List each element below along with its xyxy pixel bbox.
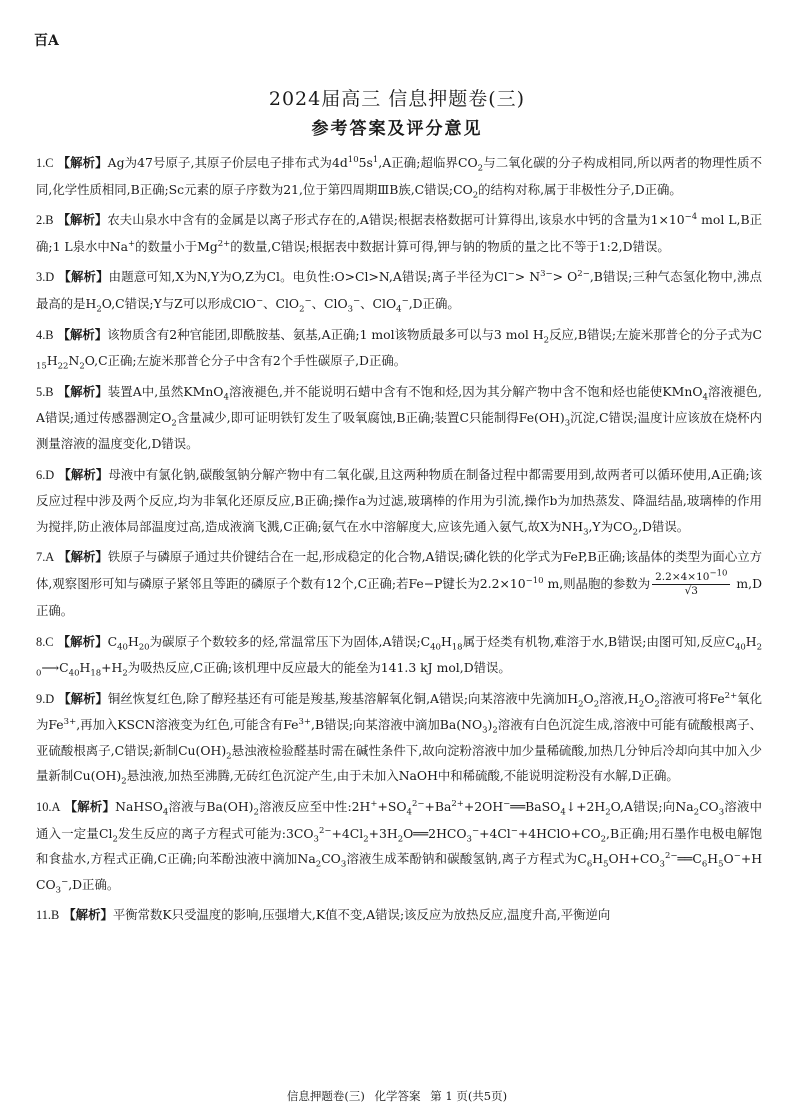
analysis-text: 农夫山泉水中含有的金属是以离子形式存在的,A错误;根据表格数据可计算得出,该泉水中钙的含量为$1\times 10^{-4}$ mol L,B正确;1 L泉水中Na+的数量小于$Mg^{2+}$的数量,C错误;根据表中数据计算可得,钾与钠的物质的量之比不等于1:2,D错误。 bbox=[36, 212, 762, 254]
corner-mark: 百A bbox=[34, 33, 59, 49]
analysis-text: NaHSO$_4$溶液与$Ba(OH)_2$溶液反应至中性$:2H^++SO_4^{2-}+Ba^{2+}+2OH^-══BaSO_4↓+2H_2O,A$错误;向$Na_2CO_3$溶液中通入一定量$Cl_2$发生反应的离子方程式可能为$:3CO_3^{2-}+4Cl_2+3H_2O══2HCO_3^-+4Cl^-+4HClO+CO_2,B$正确;用石墨作电极电解饱和食盐水,方程式正确,C正确;向苯酚浊液中滴加$Na_2CO_3$溶液生成苯酚钠和碳酸氢钠,离子方程式为$C_6H_5OH+CO_3^{2-}══C_6H_5O^-+HCO_3^-,D$正确。 bbox=[36, 798, 762, 896]
question-number: 11. bbox=[36, 908, 52, 923]
answer-choice: A bbox=[45, 550, 55, 565]
analysis-text: 由题意可知,X为N,Y为O,Z为Cl。电负性:O>Cl>N,A错误;离子半径为$Cl^-> N^{3-}> O^{2-},B$错误;三种气态氢化物中,沸点最高的是$H_2O,C$错误;Y与Z可以形成ClO−、ClO$_2$−、ClO$_3$−、ClO$_4$−,D正确。 bbox=[36, 269, 762, 315]
page-subtitle: 参考答案及评分意见 bbox=[311, 119, 483, 139]
question-number: 5. bbox=[36, 384, 46, 399]
analysis-tag: 【解析】 bbox=[63, 907, 113, 923]
analysis-text: 铜丝恢复红色,除了醇羟基还有可能是羧基,羧基溶解氧化铜,A错误;向某溶液中先滴加$H_2O_2$溶液$,H_2O_2$溶液可将$Fe^{2+}$氧化为$Fe^{3+}$,再加入KSCN溶液变为红色,可能含有$Fe^{3+},B$错误;向某溶液中滴加$Ba(NO_3)_2$溶液有白色沉淀生成,溶液中可能有硫酸根离子、亚硫酸根离子,C错误;新制$Cu(OH)_2$悬浊液检验醛基时需在碱性条件下,故向淀粉溶液中加少量稀硫酸,加热几分钟后冷却向其中加入少量新制$Cu(OH)_2$悬浊液,加热至沸腾,无砖红色沉淀产生,由于未加入NaOH中和稀硫酸,不能说明淀粉没有水解,D正确。 bbox=[36, 690, 762, 787]
question-number: 8. bbox=[36, 634, 46, 649]
analysis-tag: 【解析】 bbox=[58, 466, 109, 482]
answer-choice: A bbox=[51, 800, 61, 815]
analysis-tag: 【解析】 bbox=[57, 633, 108, 649]
question-number: 7. bbox=[36, 550, 46, 565]
answer-choice: D bbox=[45, 691, 55, 706]
answer-item bbox=[36, 902, 762, 929]
answer-item bbox=[36, 462, 762, 540]
analysis-text: 该物质含有2种官能团,即酰胺基、氨基,A正确;1 mol该物质最多可以与3 mol $H_2$反应,B错误;左旋米那普仑的分子式为$C_{15}H_{22}N_2O,C$正确;左旋米那普仑分子中含有2个手性碳原子,D正确。 bbox=[36, 326, 762, 372]
question-number: 3. bbox=[36, 270, 46, 285]
question-number: 1. bbox=[36, 156, 46, 170]
answer-item bbox=[36, 150, 762, 202]
answer-choice: B bbox=[45, 327, 54, 342]
answer-choice: B bbox=[45, 384, 54, 399]
analysis-tag: 【解析】 bbox=[57, 383, 108, 399]
answer-choice: B bbox=[51, 908, 60, 923]
answer-item bbox=[36, 264, 762, 316]
answer-choice: C bbox=[45, 634, 54, 649]
question-number: 4. bbox=[36, 327, 46, 342]
answer-choice: B bbox=[45, 213, 54, 228]
footer-paper: 信息押题卷(三) bbox=[286, 1089, 365, 1103]
page-footer bbox=[0, 1088, 794, 1104]
analysis-tag: 【解析】 bbox=[57, 212, 108, 228]
analysis-tag: 【解析】 bbox=[57, 155, 108, 170]
analysis-tag: 【解析】 bbox=[58, 269, 109, 285]
footer-subject: 化学答案 bbox=[374, 1089, 421, 1103]
analysis-text: 母液中有氯化钠,碳酸氢钠分解产物中有二氧化碳,且这两种物质在制备过程中都需要用到,故两者可以循环使用,A正确;该反应过程中涉及两个反应,均为非氧化还原反应,B正确;操作a为过滤,玻璃棒的作用为引流,操作b为加热蒸发、降温结晶,玻璃棒的作用为搅拌,防止液体局部温度过高,造成液滴飞溅,C正确;氨气在水中溶解度大,应该先通入氨气,故X为$NH_3,Y$为$CO_2,D$错误。 bbox=[36, 466, 762, 538]
analysis-tag: 【解析】 bbox=[57, 326, 108, 342]
answer-choice: D bbox=[45, 270, 55, 285]
question-number: 6. bbox=[36, 467, 46, 482]
answer-item bbox=[36, 322, 762, 374]
page-title: 2024届高三 信息押题卷(三) bbox=[268, 88, 526, 110]
analysis-tag: 【解析】 bbox=[58, 690, 108, 706]
answer-list bbox=[36, 150, 762, 1080]
question-number: 10. bbox=[36, 800, 52, 815]
analysis-text: 装置A中,虽然KMnO$_4$溶液褪色,并不能说明石蜡中含有不饱和烃,因为其分解产物中含不饱和烃也能使KMnO$_4$溶液褪色,A错误;通过传感器测定$O_2$含量减少,即可证明铁钉发生了吸氧腐蚀,B正确;装置C只能制得$Fe(OH)_3$沉淀,C错误;温度计应该放在烧杯内测量溶液的温度变化,D错误。 bbox=[36, 383, 762, 451]
analysis-text: 平衡常数K只受温度的影响,压强增大,K值不变,A错误;该反应为放热反应,温度升高,平衡逆向 bbox=[112, 907, 611, 923]
answer-choice: C bbox=[45, 156, 54, 170]
analysis-tag: 【解析】 bbox=[64, 799, 116, 815]
question-number: 2. bbox=[36, 213, 46, 228]
footer-page: 第 1 页(共5页) bbox=[430, 1089, 508, 1103]
answer-item bbox=[36, 629, 762, 681]
answer-choice: D bbox=[45, 467, 55, 482]
answer-item bbox=[36, 207, 762, 259]
answer-item bbox=[36, 794, 762, 897]
answer-item bbox=[36, 544, 762, 623]
answer-item bbox=[36, 379, 762, 457]
analysis-tag: 【解析】 bbox=[58, 549, 108, 565]
answer-item bbox=[36, 686, 762, 789]
analysis-text: Ag为47号原子,其原子价层电子排布式为$4d^{10}5s^1,A$正确;超临界$CO_2$与二氧化碳的分子构成相同,所以两者的物理性质不同,化学性质相同,B正确;Sc元素的原子序数为21,位于第四周期ⅢB族,C错误$;CO_2$的结构对称,属于非极性分子,D正确。 bbox=[36, 154, 762, 201]
analysis-text: 铁原子与磷原子通过共价键结合在一起,形成稳定的化合物,A错误;磷化铁的化学式为FeP,B正确;该晶体的类型为面心立方体,观察图形可知与磷原子紧邻且等距的磷原子个数有12个,C正确;若Fe−P键长为$2.2\times 10^{-10}$ m,则晶胞的参数为 $\frac{2.2\times 4\times 10^{-10}}{√3}$ m,D正确。 bbox=[36, 549, 762, 618]
analysis-text: $C_{40}H_{20}$为碳原子个数较多的烃,常温常压下为固体,A错误$;C_{40}H_{18}$属于烃类有机物,难溶于水,B错误;由图可知,反应$C_{40}H_{20}⟶C_{40}H_{18}+H_2$为吸热反应,C正确;该机理中反应最大的能垒为141.3 kJ mol,D错误。 bbox=[36, 633, 762, 679]
question-number: 9. bbox=[36, 691, 46, 706]
